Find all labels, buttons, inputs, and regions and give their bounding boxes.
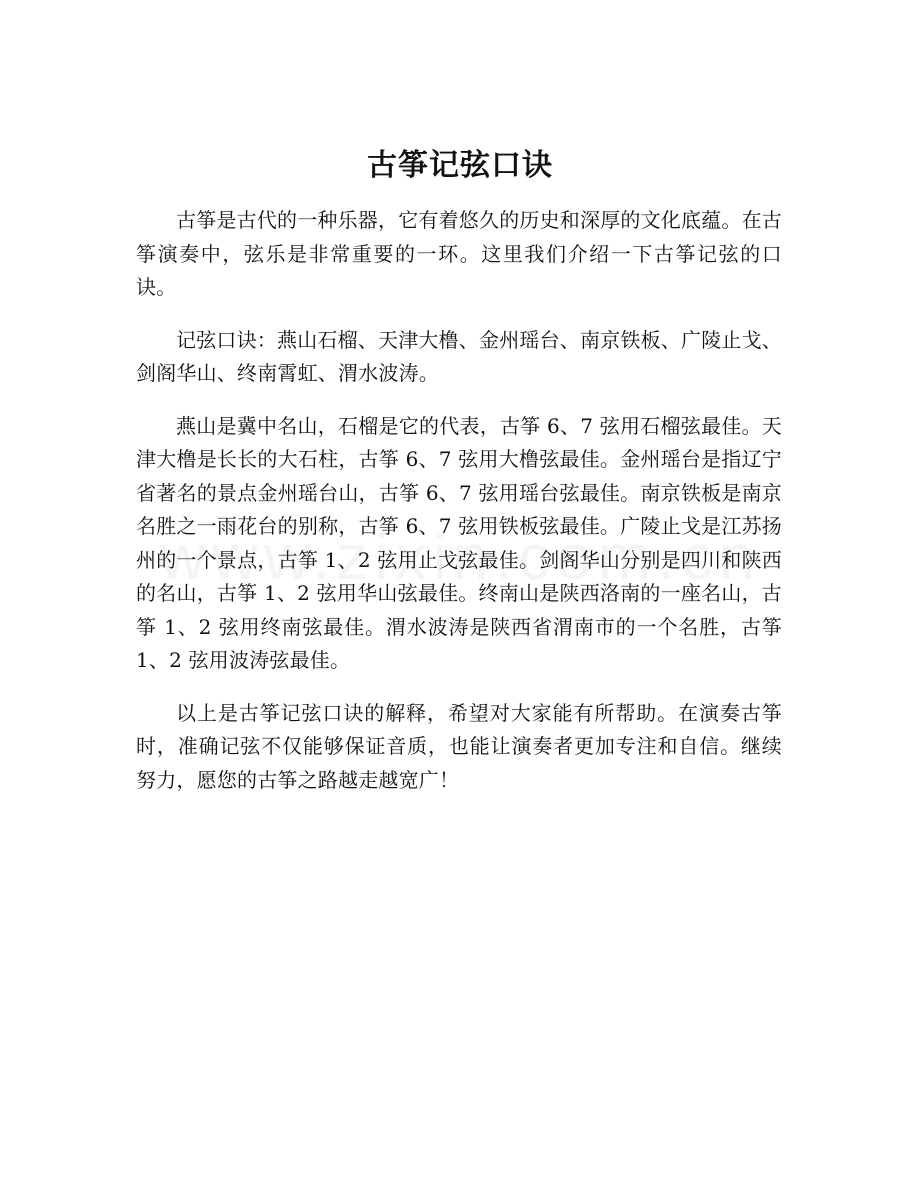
paragraph-mnemonic: 记弦口诀：燕山石榴、天津大橹、金州瑶台、南京铁板、广陵止戈、剑阁华山、终南霄虹、渭水波涛。 <box>136 327 782 385</box>
paragraph-explanation: 燕山是冀中名山，石榴是它的代表，古筝 6、7 弦用石榴弦最佳。天津大橹是长长的大石柱，古筝 6、7 弦用大橹弦最佳。金州瑶台是指辽宁省著名的景点金州瑶台山，古筝 6、7 弦用瑶台弦最佳。南京铁板是南京名胜之一雨花台的别称，古筝 6、7 弦用铁板弦最佳。广陵止戈是江苏扬州的一个景点，古筝 1、2 弦用止戈弦最佳。剑阁华山分别是四川和陕西的名山，古筝 1、2 弦用华山弦最佳。终南山是陕西洛南的一座名山，古筝 1、2 弦用终南弦最佳。渭水波涛是陕西省渭南市的一个名胜，古筝 1、2 弦用波涛弦最佳。 <box>136 413 782 672</box>
paragraph-intro: 古筝是古代的一种乐器，它有着悠久的历史和深厚的文化底蕴。在古筝演奏中，弦乐是非常重要的一环。这里我们介绍一下古筝记弦的口诀。 <box>136 208 782 299</box>
document-title: 古筝记弦口诀 <box>367 148 553 183</box>
document-body <box>136 204 782 816</box>
paragraph-conclusion: 以上是古筝记弦口诀的解释，希望对大家能有所帮助。在演奏古筝时，准确记弦不仅能够保证音质，也能让演奏者更加专注和自信。继续努力，愿您的古筝之路越走越宽广！ <box>136 700 782 792</box>
